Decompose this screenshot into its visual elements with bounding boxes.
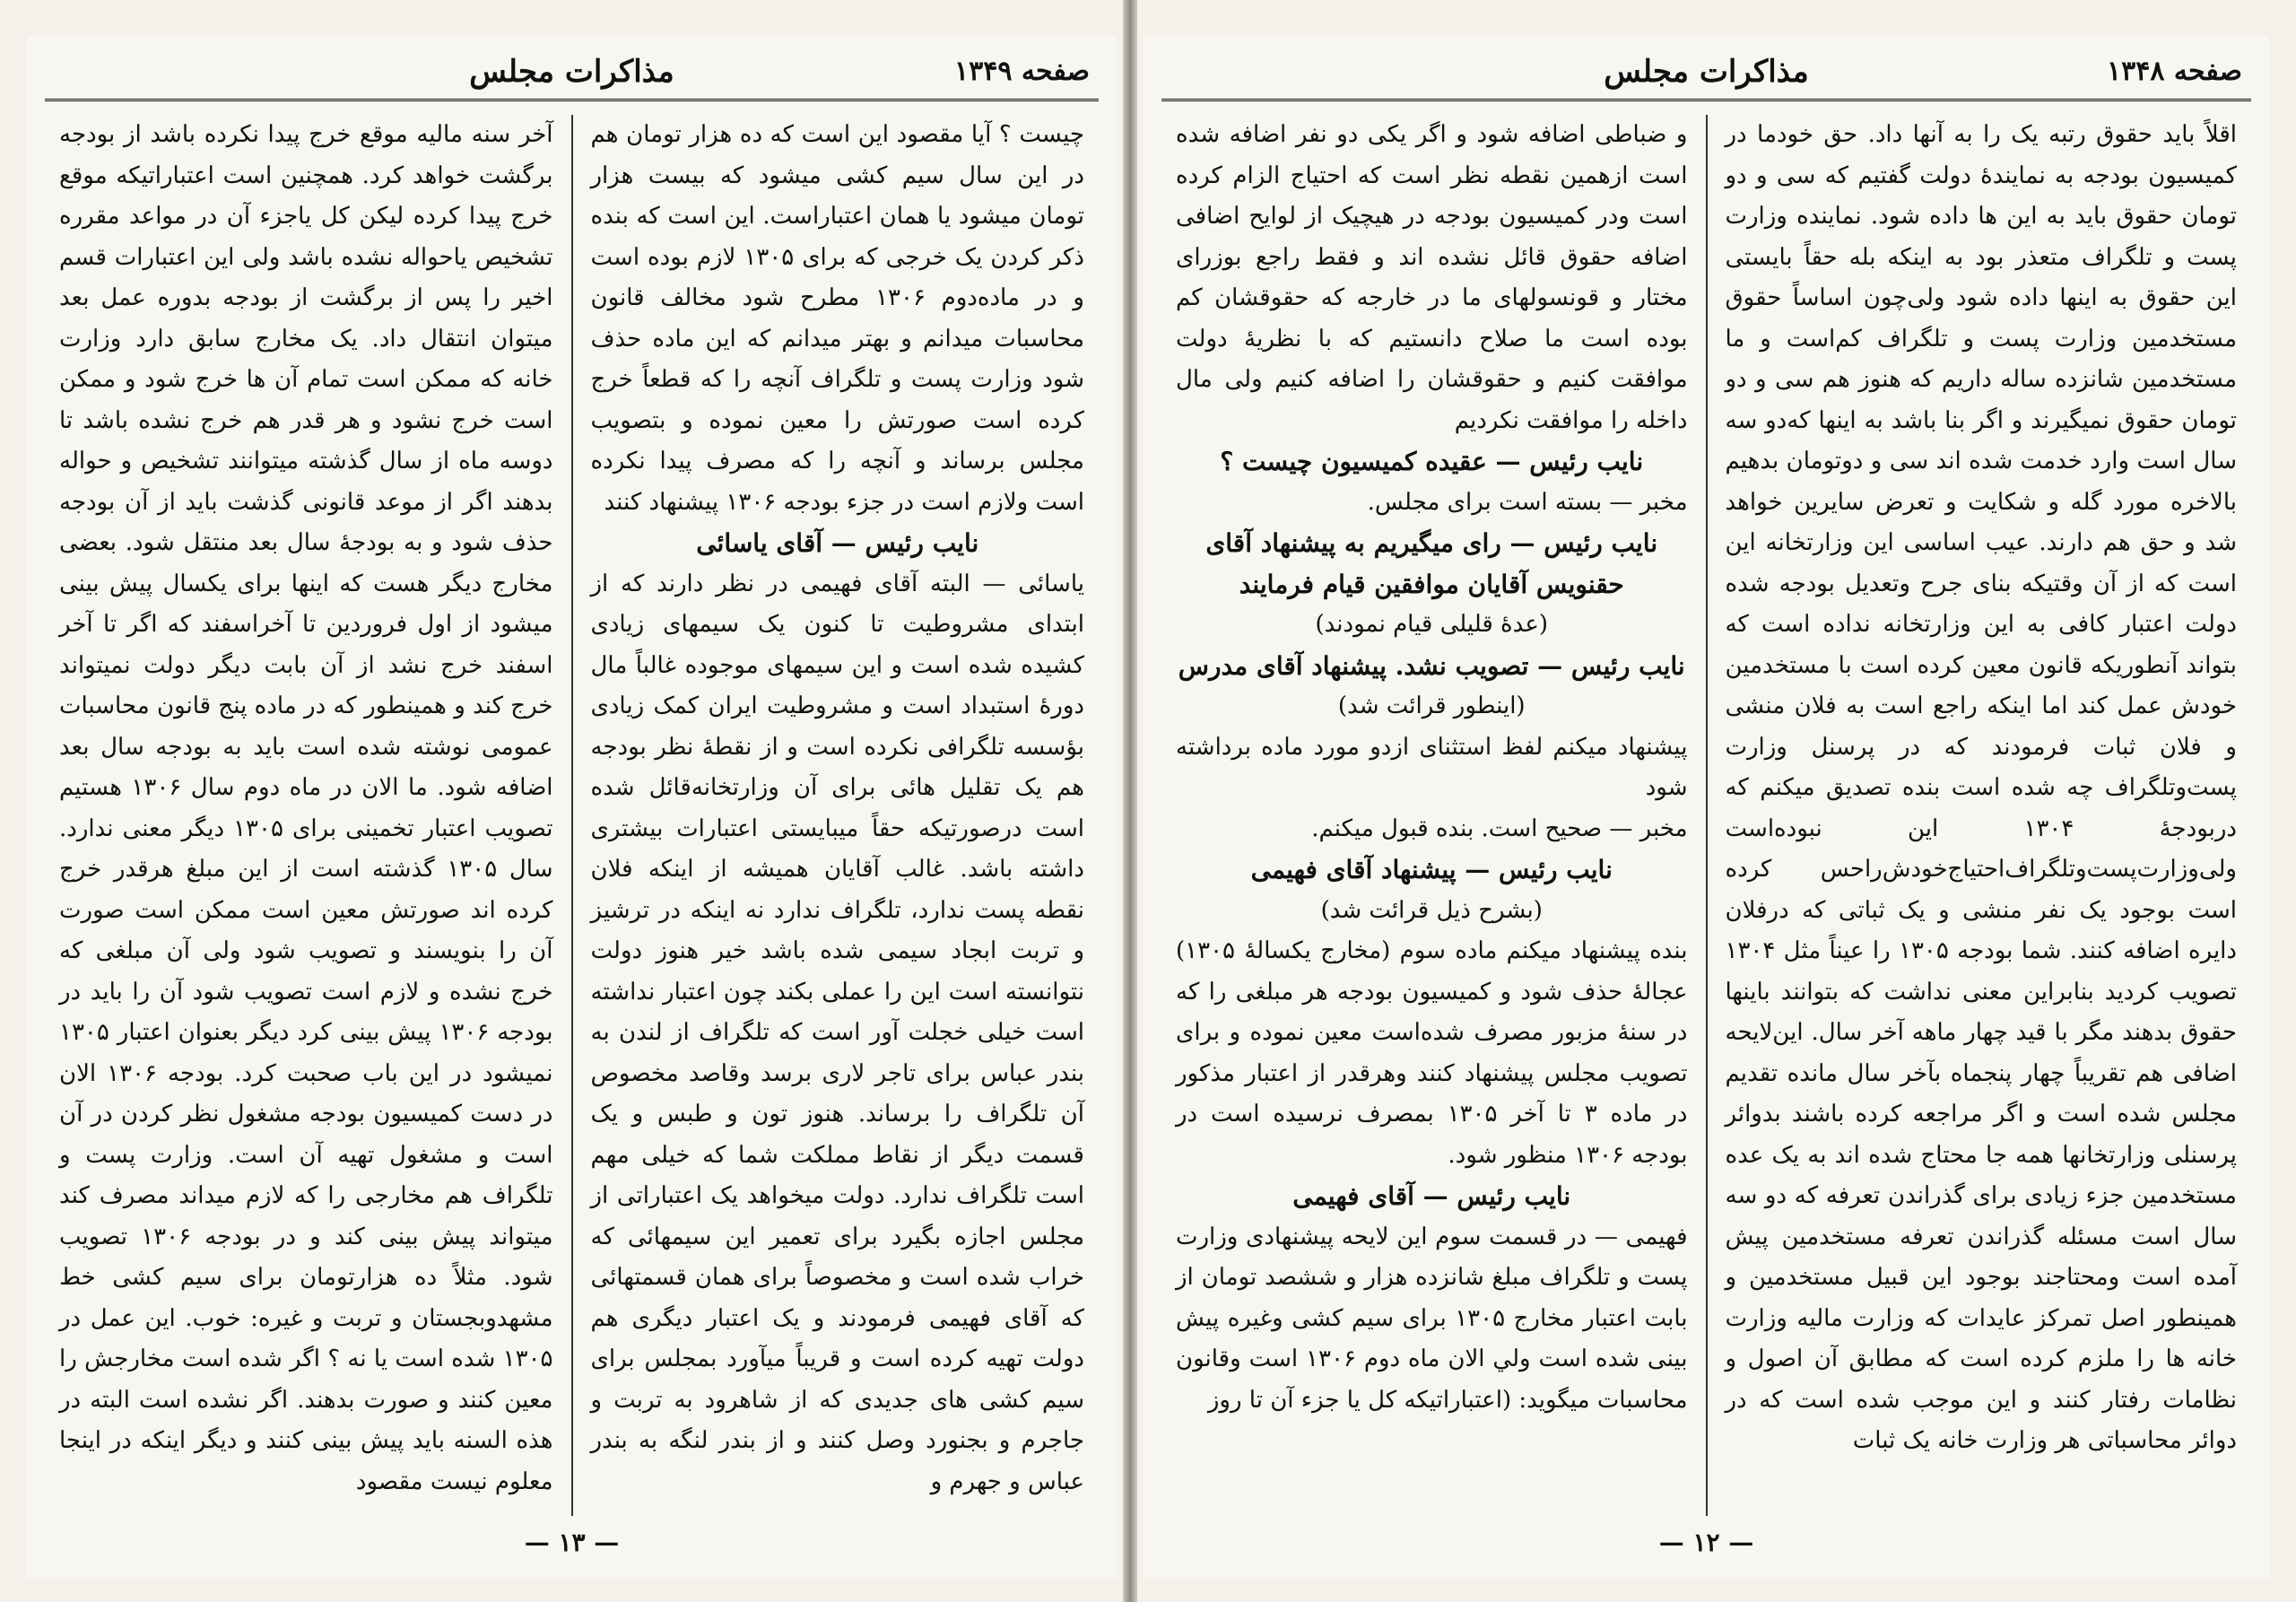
- text-columns: [45, 115, 1099, 1516]
- speaker-heading: نایب رئیس — آقای یاسائی: [696, 528, 979, 558]
- page-header: [45, 48, 1099, 102]
- header-rule: [1161, 99, 2251, 101]
- page-footer-number: — ۱۲ —: [1658, 1528, 1754, 1557]
- page-number: صفحه ۱۳۴۹: [954, 56, 1090, 87]
- speaker-heading: نایب رئیس — رای میگیریم به پیشنهاد آقای حقنویس آقایان موافقین قیام فرمایند: [1205, 528, 1658, 599]
- column-right: [577, 115, 1100, 1516]
- stage-note: (اینطور قرائت شد): [1337, 692, 1526, 719]
- paragraph: پیشنهاد میکنم لفظ استثنای ازدو مورد ماده برداشته شود: [1176, 733, 1688, 801]
- speaker-heading: نایب رئیس — پیشنهاد آقای فهیمی: [1250, 855, 1613, 884]
- page-footer-number: — ۱۳ —: [524, 1528, 620, 1557]
- column-left: [45, 115, 568, 1516]
- header-rule: [45, 99, 1099, 101]
- column-left: [1161, 115, 1702, 1516]
- speaker-heading: نایب رئیس — آقای فهیمی: [1292, 1181, 1571, 1211]
- paragraph: فهیمی — در قسمت سوم این لایحه پیشنهادی وزارت پست و تلگراف مبلغ شانزده هزار و ششصد تومان از بابت اعتبار مخارج ۱۳۰۵ برای سیم کشی وغیره پیش بینی شده است ولي الان ماه دوم ۱۳۰۶ است وقانون محاسبات میگوید: (اعتباراتیکه کل یا جزء آن تا روز: [1176, 1223, 1688, 1414]
- page-header: [1161, 48, 2251, 102]
- text-columns: [1161, 115, 2251, 1516]
- left-page: [27, 36, 1117, 1579]
- column-divider: [571, 115, 573, 1516]
- running-title: مذاکرات مجلس: [469, 54, 674, 90]
- right-page: [1144, 36, 2269, 1579]
- paragraph: مخبر — صحیح است. بنده قبول میکنم.: [1311, 814, 1688, 842]
- stage-note: (بشرح ذیل قرائت شد): [1320, 896, 1543, 924]
- column-divider: [1706, 115, 1708, 1516]
- paragraph: چیست ؟ آیا مقصود این است که ده هزار تومان هم در این سال سیم کشی میشود که بیست هزار تومان میشود یا همان اعتباراست. این است که بنده ذکر کردن یک خرجی که برای ۱۳۰۵ لازم بوده است و در ماده‌دوم ۱۳۰۶ مطرح شود مخالف قانون محاسبات میدانم و بهتر میدانم که این ماده حذف شود وزارت پست و تلگراف آنچه را که قطعاً خرج کرده است صورتش را معین نموده و بتصویب مجلس برساند و آنچه را که مصرف پیدا نکرده است ولازم است در جزء بودجه ۱۳۰۶ پیشنهاد کنند: [590, 121, 1084, 516]
- speaker-heading: نایب رئیس — تصویب نشد. پیشنهاد آقای مدرس: [1178, 650, 1685, 681]
- page-number: صفحه ۱۳۴۸: [2107, 56, 2242, 87]
- stage-note: (عدهٔ قلیلی قیام نمودند): [1315, 611, 1548, 638]
- running-title: مذاکرات مجلس: [1604, 54, 1809, 90]
- paragraph: آخر سنه مالیه موقع خرج پیدا نکرده باشد از بودجه برگشت خواهد کرد. همچنین است اعتباراتیکه موقع خرج پیدا کرده لیکن کل یاجزء آن در مواعد مقرره تشخیص یاحواله نشده باشد ولی این اعتبارات قسم اخیر را پس از برگشت از بودجه بدوره عمل بعد میتوان انتقال داد. یک مخارج سابق دارد وزارت خانه که ممکن است تمام آن ها خرج شود و ممکن است خرج نشود و هر قدر هم خرج نشده باشد تا دوسه ماه از سال گذشته میتوانند تشخیص و حواله بدهند اگر از موعد قانونی گذشت باید از آن بودجه حذف شود و به بودجهٔ سال بعد منتقل شود. بعضی مخارج دیگر هست که اینها برای یکسال پیش بینی میشود از اول فروردین تا آخراسفند که اگر تا آخر اسفند خرج نشد از آن بابت دیگر دولت نمیتواند خرج کند و همینطور که در ماده پنج قانون محاسبات عمومی نوشته شده است باید به بودجه سال بعد اضافه شود. ما الان در ماه دوم سال ۱۳۰۶ هستیم تصویب اعتبار تخمینی برای ۱۳۰۵ دیگر معنی ندارد. سال ۱۳۰۵ گذشته است از این مبلغ هرقدر خرج کرده اند صورتش معین است ممکن است صورت آن را بنویسند و تصویب شود ولی آن مبلغی که خرج نشده و لازم است تصویب شود آن را باید در بودجه ۱۳۰۶ پیش بینی کرد دیگر بعنوان اعتبار ۱۳۰۵ نمیشود در این باب صحبت کرد. بودجه ۱۳۰۶ الان در دست کمیسیون بودجه مشغول نظر کردن در آن است و مشغول تهیه آن است. وزارت پست و تلگراف هم مخارجی را که لازم میداند مصرف کند میتواند پیش بینی کند و در بودجه ۱۳۰۶ تصویب شود. مثلاً ده هزارتومان برای سیم کشی خط مشهدوبجستان و تربت و غیره: خوب. این عمل در ۱۳۰۵ شده است یا نه ؟ اگر شده است مخارجش را معین کنند و صورت بدهند. اگر نشده است البته در هذه السنه باید پیش بینی کنند و دیگر اینکه در اینجا معلوم نیست مقصود: [59, 121, 553, 1495]
- paragraph: یاسائی — البته آقای فهیمی در نظر دارند که از ابتدای مشروطیت تا کنون یک سیمهای زیادی کشیده شده است و این سیمهای موجوده غالباً مال دورهٔ استبداد است و مشروطیت ایران کمک زیادی بؤسسه تلگرافی نکرده است و از نقطهٔ نظر بودجه هم یک تقلیل هائی برای آن وزارتخانه‌قائل شده است درصورتیکه حقاً میبایستی اعتبارات بیشتری داشته باشد. غالب آقایان همیشه از اینکه فلان نقطه پست ندارد، تلگراف ندارد نه اینکه در ترشیز و تربت ابجاد سیمی شده باشد خیر هنوز دولت نتوانسته است این را عملی بکند چون اعتبار نداشته است خیلی خجلت آور است که تلگراف از لندن به بندر عباس برای تاجر لاری برسد وقاصد مخصوص آن تلگراف را برساند. هنوز تون و طبس و یک قسمت دیگر از نقاط مملکت شما که خیلی مهم است تلگراف ندارد. دولت میخواهد یک اعتباراتی از مجلس اجازه بگیرد برای تعمیر این سیمهائی که خراب شده است و مخصوصاً برای همان قسمتهائی که آقای فهیمی فرمودند و یک اعتبار دیگری هم دولت تهیه کرده است و قریباً میآورد بمجلس برای سیم کشی های جدیدی که از شاهرود به تربت و جاجرم و بجنورد وصل کنند و از بندر لنگه به بندر عباس و جهرم و: [590, 570, 1084, 1495]
- book-gutter: [1123, 0, 1137, 1602]
- speaker-heading: نایب رئیس — عقیده کمیسیون چیست ؟: [1220, 447, 1644, 476]
- paragraph: اقلاً باید حقوق رتبه یک را به آنها داد. حق خودما در کمیسیون بودجه به نمایندهٔ دولت گفتیم که سی و دو تومان حقوق باید به این ها داده شود. نماینده وزارت پست و تلگراف متعذر بود به اینکه بله حقاً بایستی این حقوق به اینها داده شود ولی‌چون اساساً حقوق مستخدمین وزارت پست و تلگراف کم‌است و ما مستخدمین شانزده ساله داریم که هنوز هم سی و دو تومان حقوق نمیگیرند و اگر بنا باشد به اینها که‌دو سه سال است وارد خدمت شده اند سی و دوتومان بدهیم بالاخره مورد گله و شکایت و تعرض سایرین خواهد شد و حق هم دارند. عیب اساسی این وزارتخانه این است که از آن وقتیکه بنای جرح وتعدیل بودجه شده دولت اعتبار کافی به این وزارتخانه نداده است که بتواند آنطوریکه قانون معین کرده است با مستخدمین خودش عمل کند اما اینکه راجع است به فلان منشی و فلان ثبات فرمودند که در پرسنل وزارت پست‌وتلگراف چه شده است بنده تصدیق میکنم که دربودجهٔ ۱۳۰۴ این نبوده‌است ولی‌وزارت‌پست‌وتلگراف‌احتیاج‌خودش‌را‌حس کرده است بوجود یک نفر منشی و یک ثباتی که درفلان دایره اضافه کنند. شما بودجه ۱۳۰۵ را عیناً مثل ۱۳۰۴ تصویب کردید بنابراین معنی نداشت که بتوانند باینها حقوق بدهند مگر با قید چهار ماهه آخر سال. این‌لایحه اضافی هم تقریباً چهار پنجماه بآخر سال مانده تقدیم مجلس شده است و اگر مراجعه کرده باشند بدوائر پرسنلی وزارتخانها همه جا محتاج شده اند به یک عده مستخدمین جزء زیادی برای گذراندن تعرفه که دو سه سال است مسئله گذراندن تعرفه مستخدمین پیش آمده است ومحتاجند بوجود این قبیل مستخدمین و همینطور اصل تمرکز عایدات که وزارت مالیه وزارت خانه ها را ملزم کرده است که مطابق آن اصول و نظامات رفتار کنند و این موجب شده است که در دوائر محاسباتی هر وزارت خانه یک ثبات: [1725, 121, 2237, 1454]
- paragraph: بنده پیشنهاد میکنم ماده سوم (مخارج یکسالهٔ ۱۳۰۵) عجالهٔ حذف شود و کمیسیون بودجه هر مبلغی را که در سنهٔ مزبور مصرف شده‌است معین نموده و برای تصویب مجلس پیشنهاد کنند وهرقدر از اعتبار مذکور در ماده ۳ تا آخر ۱۳۰۵ بمصرف نرسیده است در بودجه ۱۳۰۶ منظور شود.: [1176, 937, 1688, 1169]
- paragraph: و ضباطی اضافه شود و اگر یکی دو نفر اضافه شده است ازهمین نقطه نظر است که احتیاج الزام کرده است ودر کمیسیون بودجه در هیچیک از لوایح اضافی اضافه حقوق قائل نشده اند و فقط راجع بوزرای مختار و قونسولهای ما در خارجه که حقوقشان کم بوده است ما صلاح دانستیم که با نظریهٔ دولت موافقت کنیم و حقوقشان را اضافه کنیم ولی مال داخله را موافقت نکردیم: [1176, 121, 1688, 434]
- column-right: [1711, 115, 2252, 1516]
- paragraph: مخبر — بسته است برای مجلس.: [1367, 488, 1688, 516]
